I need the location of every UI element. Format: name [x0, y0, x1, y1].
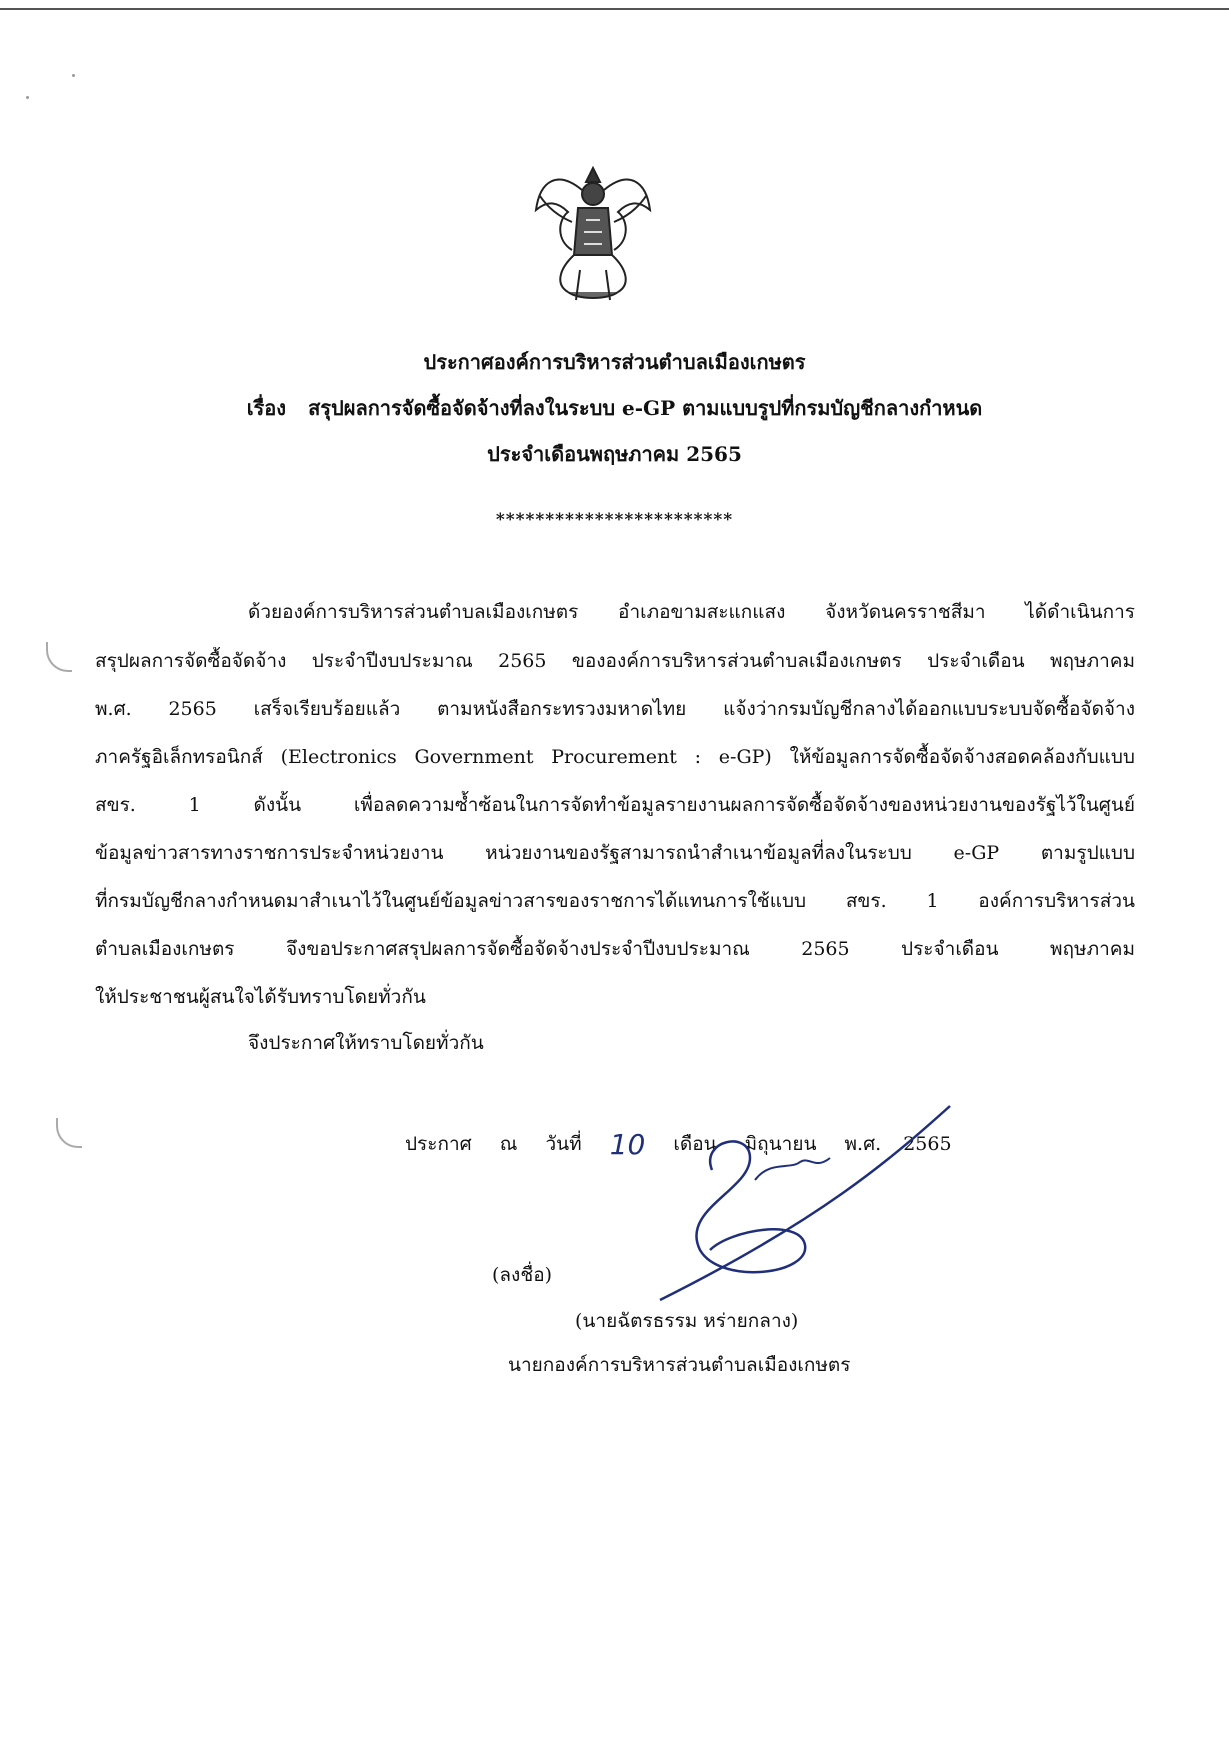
body-line: ที่กรมบัญชีกลางกำหนดมาสำเนาไว้ในศูนย์ข้อมูลข่าวสารของราชการได้แทนการใช้แบบ สขร. 1 องค์การบริหารส่วน: [95, 890, 1135, 912]
signer-position: นายกองค์การบริหารส่วนตำบลเมืองเกษตร: [508, 1354, 851, 1376]
signer-name: (นายฉัตรธรรม หร่ายกลาง): [575, 1310, 799, 1332]
date-day-label: วันที่: [545, 1133, 582, 1155]
signature-label: (ลงชื่อ): [492, 1264, 553, 1286]
date-year: 2565: [903, 1133, 952, 1155]
date-month-label: เดือน: [673, 1133, 717, 1155]
subject-label: เรื่อง: [246, 396, 287, 420]
body-line: ภาครัฐอิเล็กทรอนิกส์ (Electronics Government Procurement : e-GP) ให้ข้อมูลการจัดซื้อจัดจ้างสอดคล้องกับแบบ: [95, 746, 1135, 768]
month-line: ประจำเดือนพฤษภาคม 2565: [487, 442, 742, 466]
subject-text: สรุปผลการจัดซื้อจัดจ้างที่ลงในระบบ e-GP ตามแบบรูปที่กรมบัญชีกลางกำหนด: [308, 396, 983, 420]
date-year-label: พ.ศ.: [844, 1133, 882, 1155]
separator: ************************: [495, 510, 734, 530]
closing-statement: จึงประกาศให้ทราบโดยทั่วกัน: [248, 1032, 484, 1054]
body-line: สขร. 1 ดังนั้น เพื่อลดความซ้ำซ้อนในการจัดทำข้อมูลรายงานผลการจัดซื้อจัดจ้างของหน่วยงานของรัฐไว้ในศูนย์: [95, 794, 1135, 816]
announcement-title: ประกาศองค์การบริหารส่วนตำบลเมืองเกษตร: [423, 350, 806, 374]
scan-top-border: [0, 8, 1229, 10]
scan-speck: [26, 96, 29, 99]
body-line: ด้วยองค์การบริหารส่วนตำบลเมืองเกษตร อำเภอขามสะแกแสง จังหวัดนครราชสีมา ได้ดำเนินการ: [248, 601, 1135, 623]
body-line: ข้อมูลข่าวสารทางราชการประจำหน่วยงาน หน่วยงานของรัฐสามารถนำสำเนาข้อมูลที่ลงในระบบ e-GP ตามรูปแบบ: [95, 842, 1135, 864]
body-line: ตำบลเมืองเกษตร จึงขอประกาศสรุปผลการจัดซื้อจัดจ้างประจำปีงบประมาณ 2565 ประจำเดือน พฤษภาคม: [95, 938, 1135, 960]
date-at: ณ: [499, 1133, 518, 1155]
date-announce: ประกาศ: [405, 1133, 472, 1155]
date-day-handwritten: 10: [609, 1128, 646, 1161]
punch-hole-mark: [46, 642, 72, 672]
subject-line: [0, 392, 1229, 424]
date-month: มิถุนายน: [744, 1133, 817, 1155]
punch-hole-mark: [56, 1118, 82, 1148]
garuda-emblem-icon: [528, 160, 658, 310]
signature-scribble: [640, 1100, 960, 1310]
body-line: สรุปผลการจัดซื้อจัดจ้าง ประจำปีงบประมาณ 2565 ขององค์การบริหารส่วนตำบลเมืองเกษตร ประจำเดือน พฤษภาคม: [95, 650, 1135, 672]
scan-speck: [72, 74, 75, 77]
body-line: พ.ศ. 2565 เสร็จเรียบร้อยแล้ว ตามหนังสือกระทรวงมหาดไทย แจ้งว่ากรมบัญชีกลางได้ออกแบบระบบจัดซื้อจัดจ้าง: [95, 698, 1135, 720]
body-line: ให้ประชาชนผู้สนใจได้รับทราบโดยทั่วกัน: [95, 986, 426, 1008]
